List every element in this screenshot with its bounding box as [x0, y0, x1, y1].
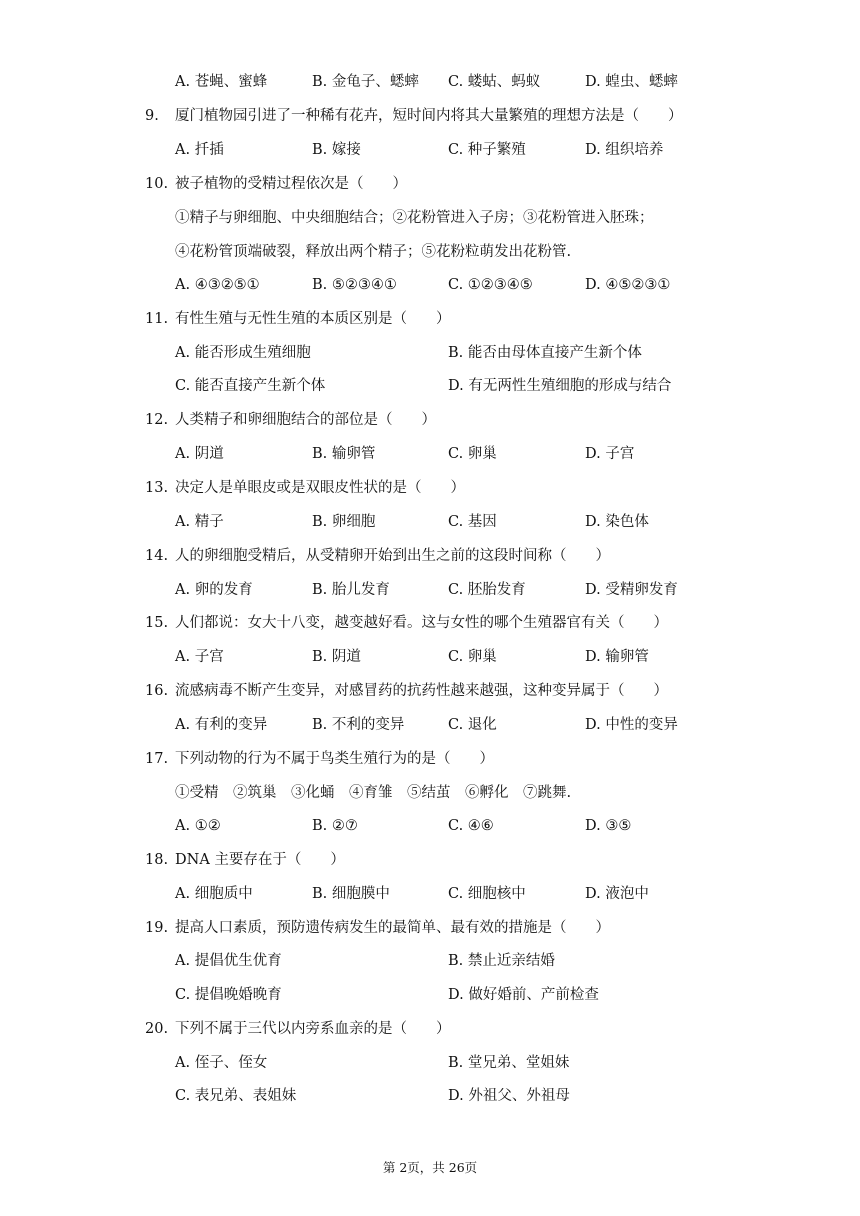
q17-option-c: C. ④⑥ [448, 818, 494, 834]
q20-option-b: B. 堂兄弟、堂姐妹 [448, 1055, 570, 1071]
q15-option-c: C. 卵巢 [448, 649, 497, 665]
q11-number: 11. [145, 311, 169, 327]
q16-text: 流感病毒不断产生变异，对感冒药的抗药性越来越强，这种变异属于（ ） [175, 683, 668, 699]
q19-option-b: B. 禁止近亲结婚 [448, 953, 555, 969]
q16-option-a: A. 有利的变异 [175, 717, 268, 733]
q16-option-b: B. 不利的变异 [312, 717, 405, 733]
q9-option-a: A. 扦插 [175, 142, 224, 158]
q10-sub-text-1: ①精子与卵细胞、中央细胞结合；②花粉管进入子房；③花粉管进入胚珠； [175, 210, 654, 226]
q13-option-d: D. 染色体 [585, 514, 649, 530]
q10-number: 10. [145, 176, 169, 192]
q10-sub-text-2: ④花粉管顶端破裂，释放出两个精子；⑤花粉粒萌发出花粉管. [175, 244, 572, 260]
q17-option-a: A. ①② [175, 818, 221, 834]
q18-option-b: B. 细胞膜中 [312, 886, 390, 902]
q17-option-b: B. ②⑦ [312, 818, 358, 834]
q9-number: 9. [145, 108, 159, 124]
q19-option-c: C. 提倡晚婚晚育 [175, 987, 282, 1003]
q9-option-d: D. 组织培养 [585, 142, 664, 158]
q14-option-d: D. 受精卵发育 [585, 582, 678, 598]
q18-option-d: D. 液泡中 [585, 886, 649, 902]
q12-number: 12. [145, 412, 169, 428]
q9-option-b: B. 嫁接 [312, 142, 361, 158]
q19-option-a: A. 提倡优生优育 [175, 953, 282, 969]
q18-number: 18. [145, 852, 169, 868]
q15-number: 15. [145, 615, 169, 631]
q20-number: 20. [145, 1021, 169, 1037]
q14-option-a: A. 卵的发育 [175, 582, 253, 598]
q12-option-a: A. 阴道 [175, 446, 224, 462]
q12-option-d: D. 子宫 [585, 446, 635, 462]
q13-number: 13. [145, 480, 169, 496]
q10-option-d: D. ④⑤②③① [585, 277, 671, 293]
q11-text: 有性生殖与无性生殖的本质区别是（ ） [175, 311, 451, 327]
q9-option-c: C. 种子繁殖 [448, 142, 526, 158]
q16-option-c: C. 退化 [448, 717, 497, 733]
q15-option-d: D. 输卵管 [585, 649, 649, 665]
q16-number: 16. [145, 683, 169, 699]
q9-text: 厦门植物园引进了一种稀有花卉，短时间内将其大量繁殖的理想方法是（ ） [175, 108, 683, 124]
q17-number: 17. [145, 751, 169, 767]
q8-option-b: B. 金龟子、蟋蟀 [312, 74, 419, 90]
q17-option-d: D. ③⑤ [585, 818, 632, 834]
q18-option-a: A. 细胞质中 [175, 886, 253, 902]
q14-text: 人的卵细胞受精后，从受精卵开始到出生之前的这段时间称（ ） [175, 548, 610, 564]
q11-option-a: A. 能否形成生殖细胞 [175, 345, 311, 361]
q8-option-a: A. 苍蝇、蜜蜂 [175, 74, 268, 90]
q20-text: 下列不属于三代以内旁系血亲的是（ ） [175, 1021, 451, 1037]
q11-option-b: B. 能否由母体直接产生新个体 [448, 345, 642, 361]
q13-option-a: A. 精子 [175, 514, 224, 530]
q8-option-c: C. 蝼蛄、蚂蚁 [448, 74, 541, 90]
q10-option-b: B. ⑤②③④① [312, 277, 397, 293]
q20-option-d: D. 外祖父、外祖母 [448, 1088, 570, 1104]
q18-option-c: C. 细胞核中 [448, 886, 526, 902]
q10-text: 被子植物的受精过程依次是（ ） [175, 176, 407, 192]
q11-option-c: C. 能否直接产生新个体 [175, 378, 326, 394]
q17-text: 下列动物的行为不属于鸟类生殖行为的是（ ） [175, 751, 494, 767]
q15-text: 人们都说：女大十八变，越变越好看。这与女性的哪个生殖器官有关（ ） [175, 615, 668, 631]
q12-option-c: C. 卵巢 [448, 446, 497, 462]
q17-sub-text: ①受精 ②筑巢 ③化蛹 ④育雏 ⑤结茧 ⑥孵化 ⑦跳舞. [175, 785, 572, 801]
q13-option-c: C. 基因 [448, 514, 497, 530]
q15-option-a: A. 子宫 [175, 649, 224, 665]
q20-option-c: C. 表兄弟、表姐妹 [175, 1088, 297, 1104]
q14-option-b: B. 胎儿发育 [312, 582, 390, 598]
page-footer: 第 2页，共 26页 [382, 1160, 478, 1175]
q13-option-b: B. 卵细胞 [312, 514, 376, 530]
q15-option-b: B. 阴道 [312, 649, 361, 665]
q19-number: 19. [145, 920, 169, 936]
q19-option-d: D. 做好婚前、产前检查 [448, 987, 599, 1003]
q12-option-b: B. 输卵管 [312, 446, 376, 462]
q8-option-d: D. 蝗虫、蟋蟀 [585, 74, 678, 90]
q12-text: 人类精子和卵细胞结合的部位是（ ） [175, 412, 436, 428]
q13-text: 决定人是单眼皮或是双眼皮性状的是（ ） [175, 480, 465, 496]
q10-option-c: C. ①②③④⑤ [448, 277, 533, 293]
q14-option-c: C. 胚胎发育 [448, 582, 526, 598]
q10-option-a: A. ④③②⑤① [175, 277, 260, 293]
q16-option-d: D. 中性的变异 [585, 717, 678, 733]
q20-option-a: A. 侄子、侄女 [175, 1055, 268, 1071]
q11-option-d: D. 有无两性生殖细胞的形成与结合 [448, 378, 672, 394]
q18-text: DNA 主要存在于（ ） [175, 852, 345, 868]
q19-text: 提高人口素质，预防遗传病发生的最简单、最有效的措施是（ ） [175, 920, 610, 936]
q14-number: 14. [145, 548, 169, 564]
